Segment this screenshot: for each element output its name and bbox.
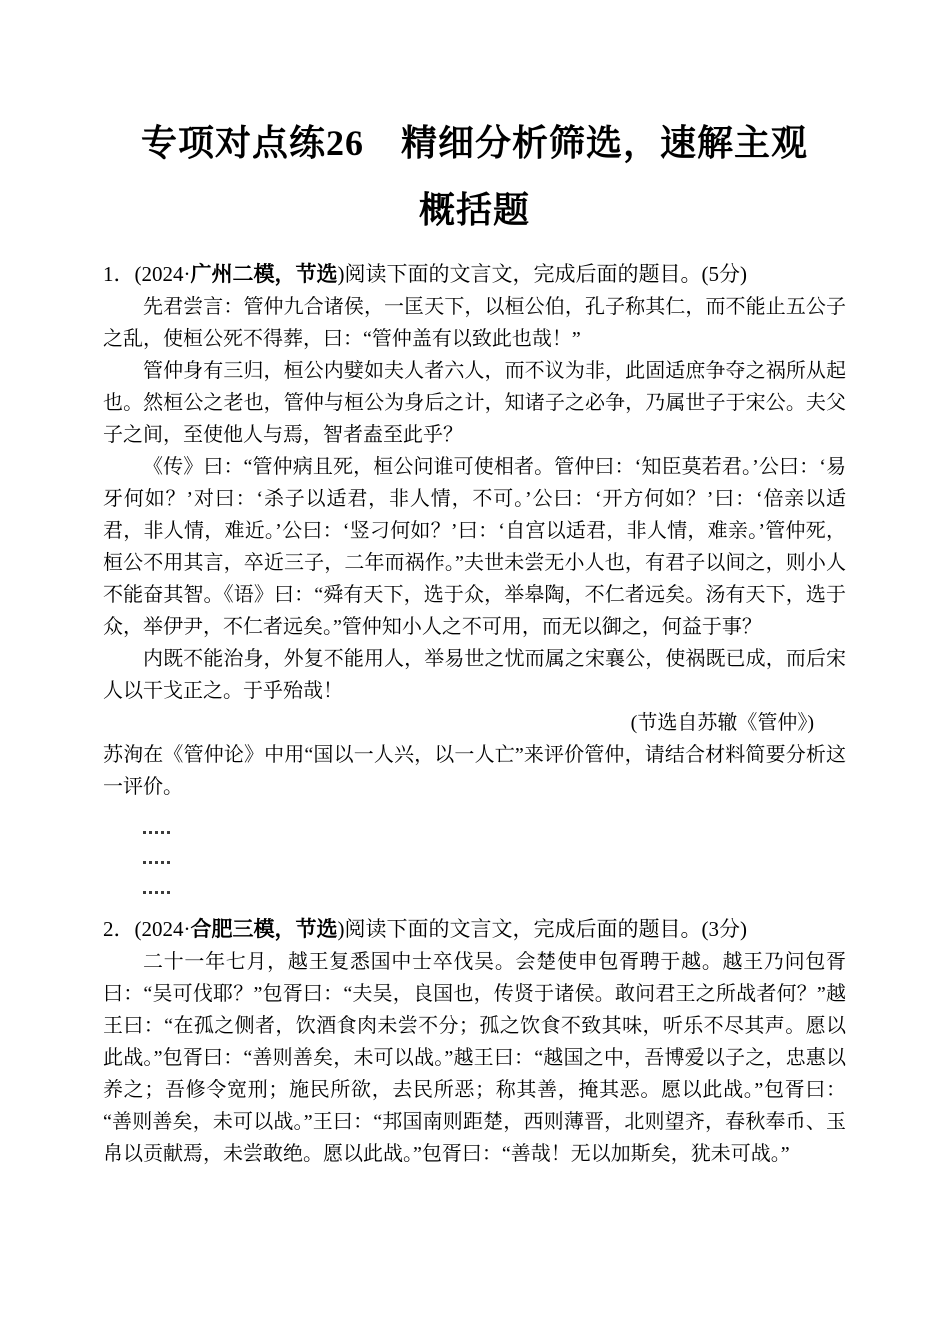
passage-1-paragraph-3: 《传》曰：“管仲病且死，桓公问谁可使相者。管仲曰：‘知臣莫若君。’公曰：‘易牙何如？’对曰：‘杀子以适君，非人情，不可。’公曰：‘开方何如？’曰：‘倍亲以适君，非人情，难近。’公曰：‘竖刁何如？’曰：‘自宫以适君，非人情，难亲。’管仲死，桓公不用其言，卒近三子，二年而祸作。”夫世未尝无小人也，有君子以间之，则小人不能奋其智。《语》曰：“舜有天下，选于众，举皋陶，不仁者远矣。汤有天下，选于众，举伊尹，不仁者远矣。”管仲知小人之不可用，而无以御之，何益于事？ [103, 456, 846, 638]
question-2-instruction: )阅读下面的文言文，完成后面的题目。 [337, 917, 702, 941]
answer-line-dots [143, 831, 170, 834]
answer-line [103, 847, 846, 877]
answer-line [103, 877, 846, 907]
question-1-number: 1．(2024· [103, 262, 191, 286]
page-title-line2: 概括题 [418, 190, 530, 230]
passage-2-paragraph-1: 二十一年七月，越王复悉国中士卒伐吴。会楚使申包胥聘于越。越王乃问包胥曰：“吴可伐耶？”包胥曰：“夫吴，良国也，传贤于诸侯。敢问君王之所战者何？”越王曰：“在孤之侧者，饮酒食肉未尝不分；孤之饮食不致其味，听乐不尽其声。愿以此战。”包胥曰：“善则善矣，未可以战。”越王曰：“越国之中，吾博爱以子之，忠惠以养之；吾修令宽刑；施民所欲，去民所恶；称其善，掩其恶。愿以此战。”包胥曰：“善则善矣，未可以战。”王曰：“邦国南则距楚，西则薄晋，北则望齐，春秋奉币、玉帛以贡献焉，未尝敢绝。愿以此战。”包胥曰：“善哉！无以加斯矣，犹未可战。” [103, 951, 846, 1165]
page-title [103, 110, 846, 244]
question-2-header [103, 913, 846, 946]
answer-line [103, 817, 846, 847]
question-1-prompt: 苏洵在《管仲论》中用“国以一人兴，以一人亡”来评价管仲，请结合材料简要分析这一评价。 [103, 744, 846, 798]
answer-line-dots [143, 891, 170, 894]
question-2-score: (3分) [701, 917, 747, 941]
question-2-source: 合肥三模，节选 [190, 918, 338, 941]
answer-line-dots [143, 861, 170, 864]
question-2-number: 2．(2024· [103, 917, 191, 941]
question-1-header [103, 258, 846, 291]
question-1-source: 广州二模，节选 [190, 263, 338, 286]
question-1-score: (5分) [701, 262, 747, 286]
passage-1-paragraph-4: 内既不能治身，外复不能用人，举易世之忧而属之宋襄公，使祸既已成，而后宋人以干戈正之。于乎殆哉！ [103, 648, 846, 702]
page-title-line1: 专项对点练26 精细分析筛选，速解主观 [140, 123, 808, 163]
passage-1-paragraph-2: 管仲身有三归，桓公内嬖如夫人者六人，而不议为非，此固适庶争夺之祸所从起也。然桓公之老也，管仲与桓公为身后之计，知诸子之必争，乃属世子于宋公。夫父子之间，至使他人与焉，智者盍至此乎？ [103, 360, 846, 446]
passage-1-paragraph-1: 先君尝言：管仲九合诸侯，一匡天下，以桓公伯，孔子称其仁，而不能止五公子之乱，使桓公死不得葬，曰：“管仲盖有以致此也哉！” [103, 296, 846, 350]
question-2-section [103, 913, 846, 1170]
question-1-instruction: )阅读下面的文言文，完成后面的题目。 [337, 262, 702, 286]
question-1-section [103, 258, 846, 907]
answer-lines [103, 817, 846, 907]
passage-1-attribution: (节选自苏辙《管仲》) [630, 712, 814, 734]
